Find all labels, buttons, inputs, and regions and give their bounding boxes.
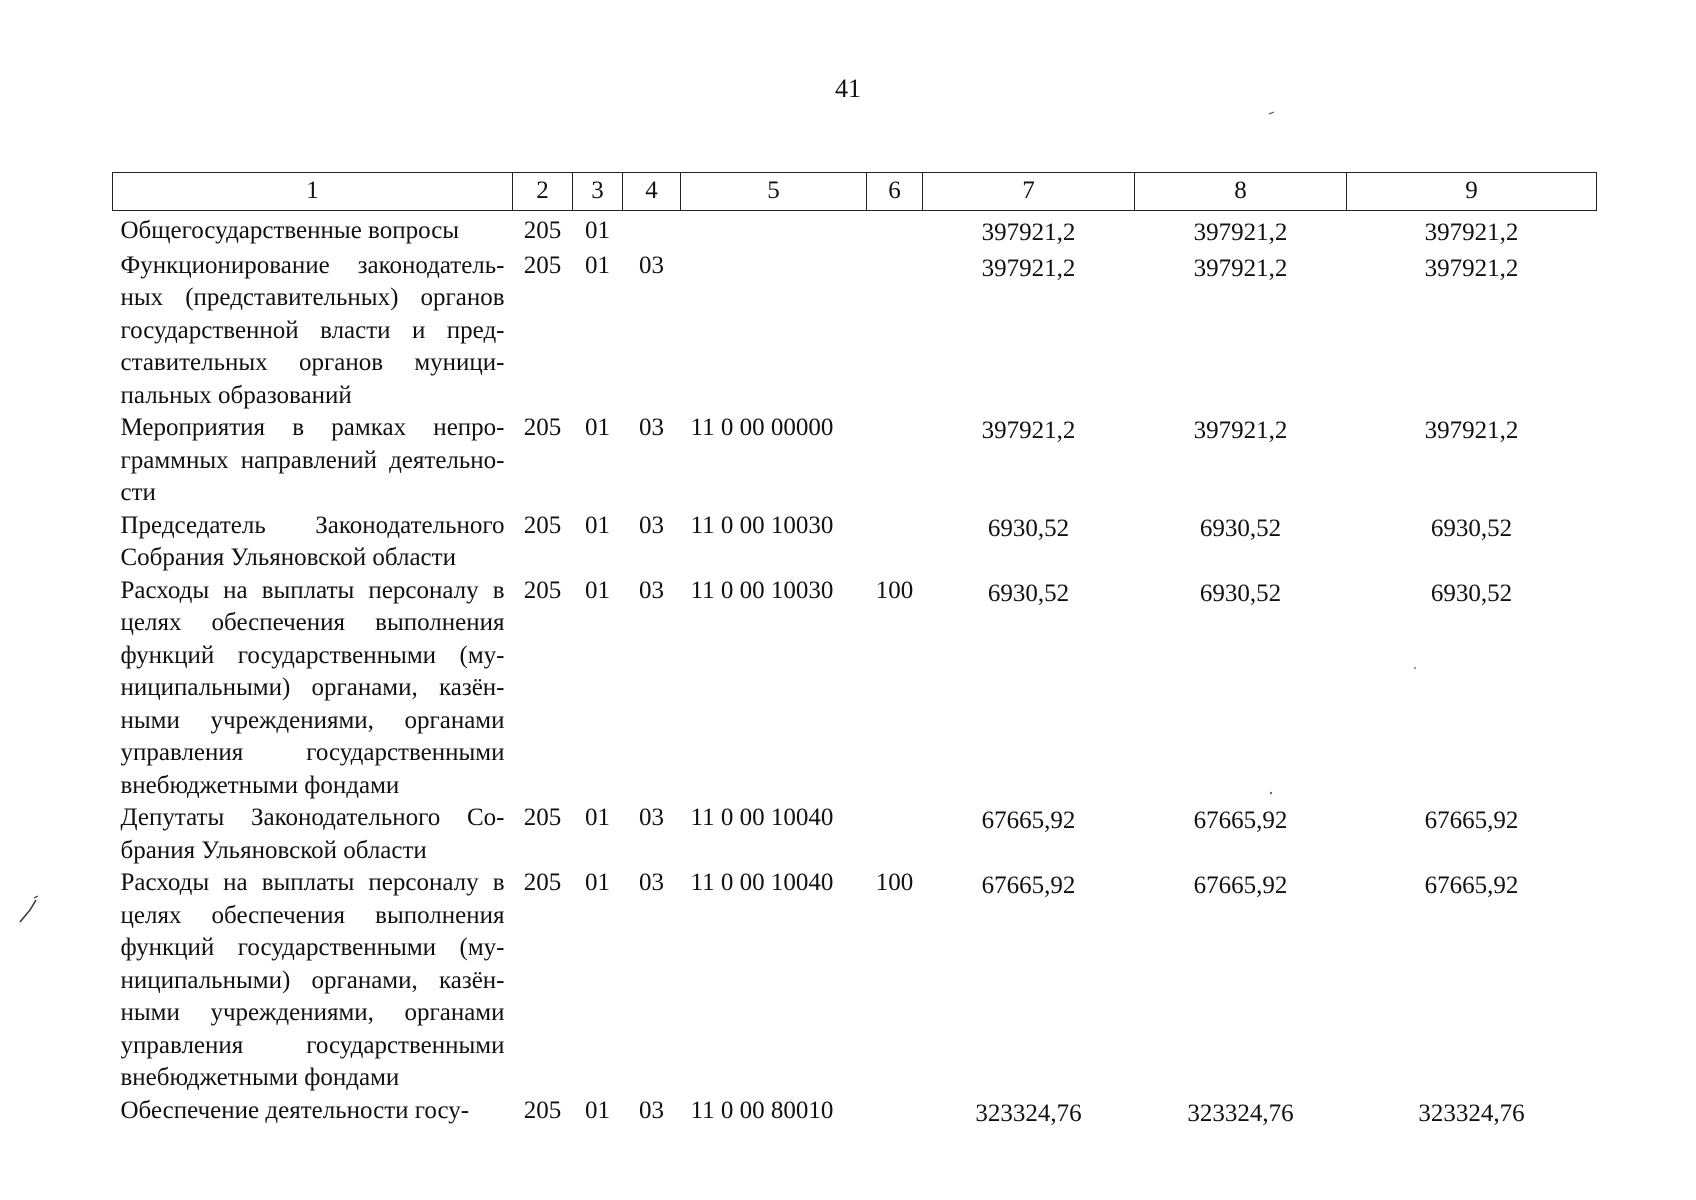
row-amount-7: 397921,2 [981,219,1076,246]
row-description: Обеспечение деятельности госу- [120,1096,470,1124]
row-code-4: 03 [639,414,664,441]
row-code-3: 01 [585,804,610,831]
table-row [113,250,1597,413]
table-row [113,867,1597,1095]
row-amount-7: 6930,52 [987,514,1070,542]
column-header-1: 1 [113,173,513,211]
row-code-5: 11 0 00 10030 [690,511,834,539]
row-code-5 [681,211,867,250]
row-code-2: 205 [523,251,562,279]
row-code-2: 205 [523,217,562,244]
row-code-2: 205 [523,1096,562,1124]
row-amount-8: 6930,52 [1199,514,1282,542]
row-code-3: 01 [585,251,610,279]
row-amount-9: 397921,2 [1424,219,1519,246]
row-description: Расходы на выплаты персоналу в целях обеспечения выполнения функций государственными (муниципальными) органами, казёнными учреждениями, органами управления государственными внебюджетными фондами [120,576,505,799]
row-code-3: 01 [585,217,610,244]
scan-stroke [18,894,40,924]
row-amount-7: 67665,92 [981,872,1076,899]
row-description: Общегосударственные вопросы [120,217,460,244]
row-amount-7: 397921,2 [981,254,1076,282]
row-amount-8: 67665,92 [1193,872,1288,899]
column-header-6: 6 [867,173,923,211]
row-amount-9: 323324,76 [1418,1099,1525,1127]
row-description: Функционирование законодательных (представительных) органов государственной власти и представительных органов муниципальных образований [120,251,505,409]
row-code-3: 01 [585,869,610,896]
row-amount-8: 397921,2 [1193,417,1288,444]
row-amount-9: 6930,52 [1430,579,1513,607]
column-header-7: 7 [923,173,1135,211]
row-code-4 [623,211,681,250]
row-code-6: 100 [875,869,914,896]
column-header-9: 9 [1347,173,1597,211]
row-code-4: 03 [639,804,664,831]
row-code-5: 11 0 00 00000 [690,414,834,441]
row-code-5: 11 0 00 10040 [690,869,834,896]
column-header-8: 8 [1135,173,1347,211]
row-code-6 [867,250,923,413]
row-code-4: 03 [639,251,664,279]
row-amount-8: 323324,76 [1187,1099,1294,1127]
row-code-4: 03 [639,1096,664,1124]
row-description: Председатель Законодательного Собрания Ульяновской области [120,511,505,571]
table-row [113,575,1597,803]
column-header-5: 5 [681,173,867,211]
row-amount-9: 6930,52 [1430,514,1513,542]
row-amount-9: 67665,92 [1424,807,1519,834]
row-amount-8: 397921,2 [1193,254,1288,282]
page-number: 41 [835,74,861,103]
row-amount-8: 6930,52 [1199,579,1282,607]
table-row [113,211,1597,250]
row-code-3: 01 [585,1096,610,1124]
row-code-2: 205 [523,511,562,539]
column-header-2: 2 [513,173,573,211]
budget-table [112,172,1597,1130]
row-code-4: 03 [639,869,664,896]
row-code-4: 03 [639,511,664,539]
row-description: Расходы на выплаты персоналу в целях обеспечения выполнения функций государственными (муниципальными) органами, казёнными учреждениями, органами управления государственными внебюджетными фондами [120,869,505,1091]
row-code-4: 03 [639,576,664,604]
row-code-3: 01 [585,511,610,539]
scan-speck [1268,110,1276,116]
row-description: Депутаты Законодательного Собрания Ульяновской области [120,804,505,864]
row-amount-7: 67665,92 [981,807,1076,834]
row-code-6: 100 [875,576,914,604]
row-code-3: 01 [585,576,610,604]
column-header-4: 4 [623,173,681,211]
row-description: Мероприятия в рамках непрограммных направлений деятельности [120,414,505,506]
row-code-6 [867,510,923,575]
row-code-5: 11 0 00 10040 [690,804,834,831]
row-amount-7: 397921,2 [981,417,1076,444]
row-code-6 [867,802,923,867]
row-code-2: 205 [523,804,562,831]
table-row [113,1095,1597,1131]
row-amount-9: 397921,2 [1424,417,1519,444]
row-code-2: 205 [523,576,562,604]
row-code-5: 11 0 00 80010 [690,1096,834,1124]
row-code-3: 01 [585,414,610,441]
table-row [113,802,1597,867]
row-code-6 [867,1095,923,1131]
row-amount-7: 6930,52 [987,579,1070,607]
table-row [113,412,1597,510]
column-header-3: 3 [573,173,623,211]
header-row [113,173,1597,211]
row-code-2: 205 [523,414,562,441]
row-amount-9: 397921,2 [1424,254,1519,282]
row-code-6 [867,211,923,250]
row-code-5 [681,250,867,413]
row-amount-7: 323324,76 [975,1099,1082,1127]
table-row [113,510,1597,575]
row-code-2: 205 [523,869,562,896]
row-amount-8: 397921,2 [1193,219,1288,246]
row-code-6 [867,412,923,510]
row-code-5: 11 0 00 10030 [690,576,834,604]
row-amount-8: 67665,92 [1193,807,1288,834]
row-amount-9: 67665,92 [1424,872,1519,899]
